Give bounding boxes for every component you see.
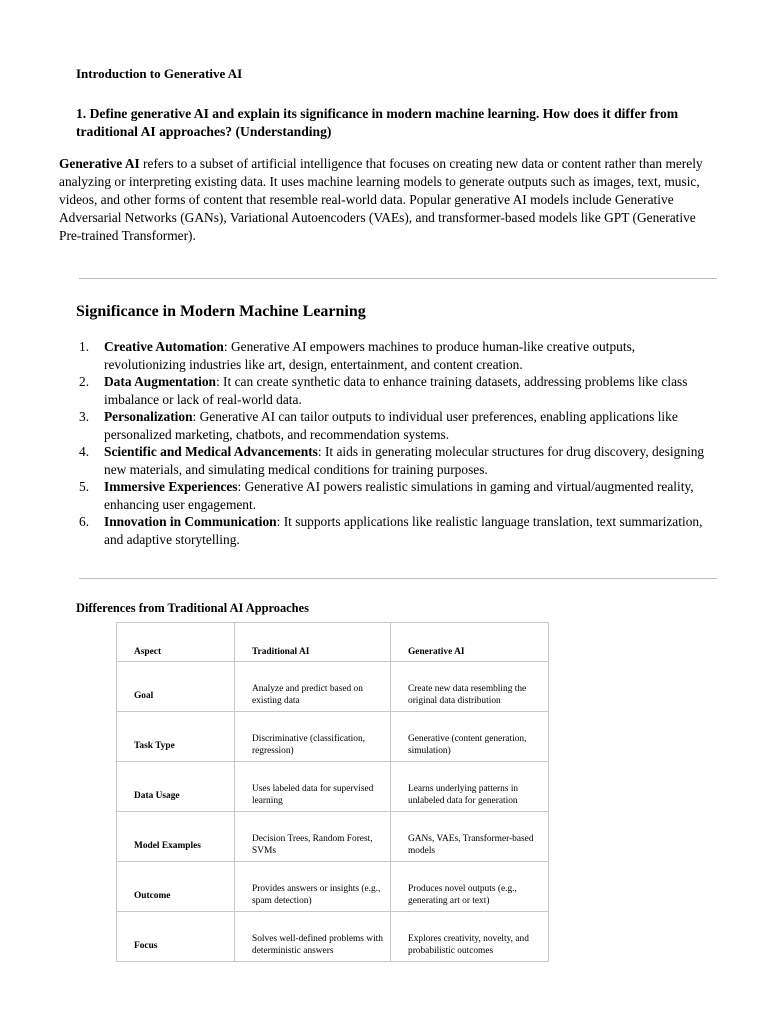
table-header-row [117, 623, 549, 662]
table-cell: Explores creativity, novelty, and probabilistic outcomes [391, 912, 549, 962]
list-item: 4. Scientific and Medical Advancements: It aids in generating molecular structures for drug discovery, designing new materials, and simulating medical conditions for training purposes. [79, 444, 705, 477]
list-item: 2. Data Augmentation: It can create synthetic data to enhance training datasets, addressing problems like class imbalance or lack of real-world data. [79, 374, 688, 407]
table-cell: Goal [117, 662, 235, 712]
table-cell: Produces novel outputs (e.g., generating art or text) [391, 862, 549, 912]
question-heading: 1. Define generative AI and explain its significance in modern machine learning. How does it differ from traditional AI approaches? (Understanding) [76, 106, 679, 139]
significance-list [76, 338, 716, 548]
divider [79, 578, 717, 579]
table-cell: Learns underlying patterns in unlabeled data for generation [391, 762, 549, 812]
table-row [117, 712, 549, 762]
column-header: Generative AI [391, 623, 549, 662]
list-item: 3. Personalization: Generative AI can tailor outputs to individual user preferences, enabling applications like personalized marketing, chatbots, and recommendation systems. [79, 409, 678, 442]
table-cell: Outcome [117, 862, 235, 912]
significance-heading: Significance in Modern Machine Learning [76, 303, 366, 320]
table-row [117, 662, 549, 712]
table-cell: Create new data resembling the original data distribution [391, 662, 549, 712]
table-cell: Focus [117, 912, 235, 962]
table-cell: Solves well-defined problems with deterministic answers [235, 912, 391, 962]
differences-table [116, 622, 549, 962]
table-cell: Decision Trees, Random Forest, SVMs [235, 812, 391, 862]
table-cell: GANs, VAEs, Transformer-based models [391, 812, 549, 862]
table-cell: Data Usage [117, 762, 235, 812]
page-title: Introduction to Generative AI [76, 66, 243, 81]
table-row [117, 812, 549, 862]
column-header: Traditional AI [235, 623, 391, 662]
intro-term: Generative AI [59, 156, 140, 171]
table-cell: Generative (content generation, simulation) [391, 712, 549, 762]
table-cell: Analyze and predict based on existing data [235, 662, 391, 712]
differences-heading: Differences from Traditional AI Approaches [76, 601, 309, 615]
table-cell: Provides answers or insights (e.g., spam detection) [235, 862, 391, 912]
list-item: 5. Immersive Experiences: Generative AI powers realistic simulations in gaming and virtual/augmented reality, enhancing user engagement. [79, 479, 694, 512]
table-cell: Task Type [117, 712, 235, 762]
intro-paragraph [59, 155, 719, 245]
table-row [117, 862, 549, 912]
list-item: 6. Innovation in Communication: It supports applications like realistic language translation, text summarization, and adaptive storytelling. [79, 514, 703, 547]
table-row [117, 762, 549, 812]
table-cell: Model Examples [117, 812, 235, 862]
column-header: Aspect [117, 623, 235, 662]
table-row [117, 912, 549, 962]
table-cell: Uses labeled data for supervised learning [235, 762, 391, 812]
table-cell: Discriminative (classification, regression) [235, 712, 391, 762]
list-item: 1. Creative Automation: Generative AI empowers machines to produce human-like creative outputs, revolutionizing industries like art, design, entertainment, and content creation. [79, 339, 636, 372]
intro-text: refers to a subset of artificial intelligence that focuses on creating new data or content rather than merely analyzing or interpreting existing data. It uses machine learning models to generate outputs such as images, text, music, videos, and other forms of content that resemble real-world data. Popular generative AI models include Generative Adversarial Networks (GANs), Variational Autoencoders (VAEs), and transformer-based models like GPT (Generative Pre-trained Transformer). [59, 156, 703, 243]
divider [79, 278, 717, 279]
